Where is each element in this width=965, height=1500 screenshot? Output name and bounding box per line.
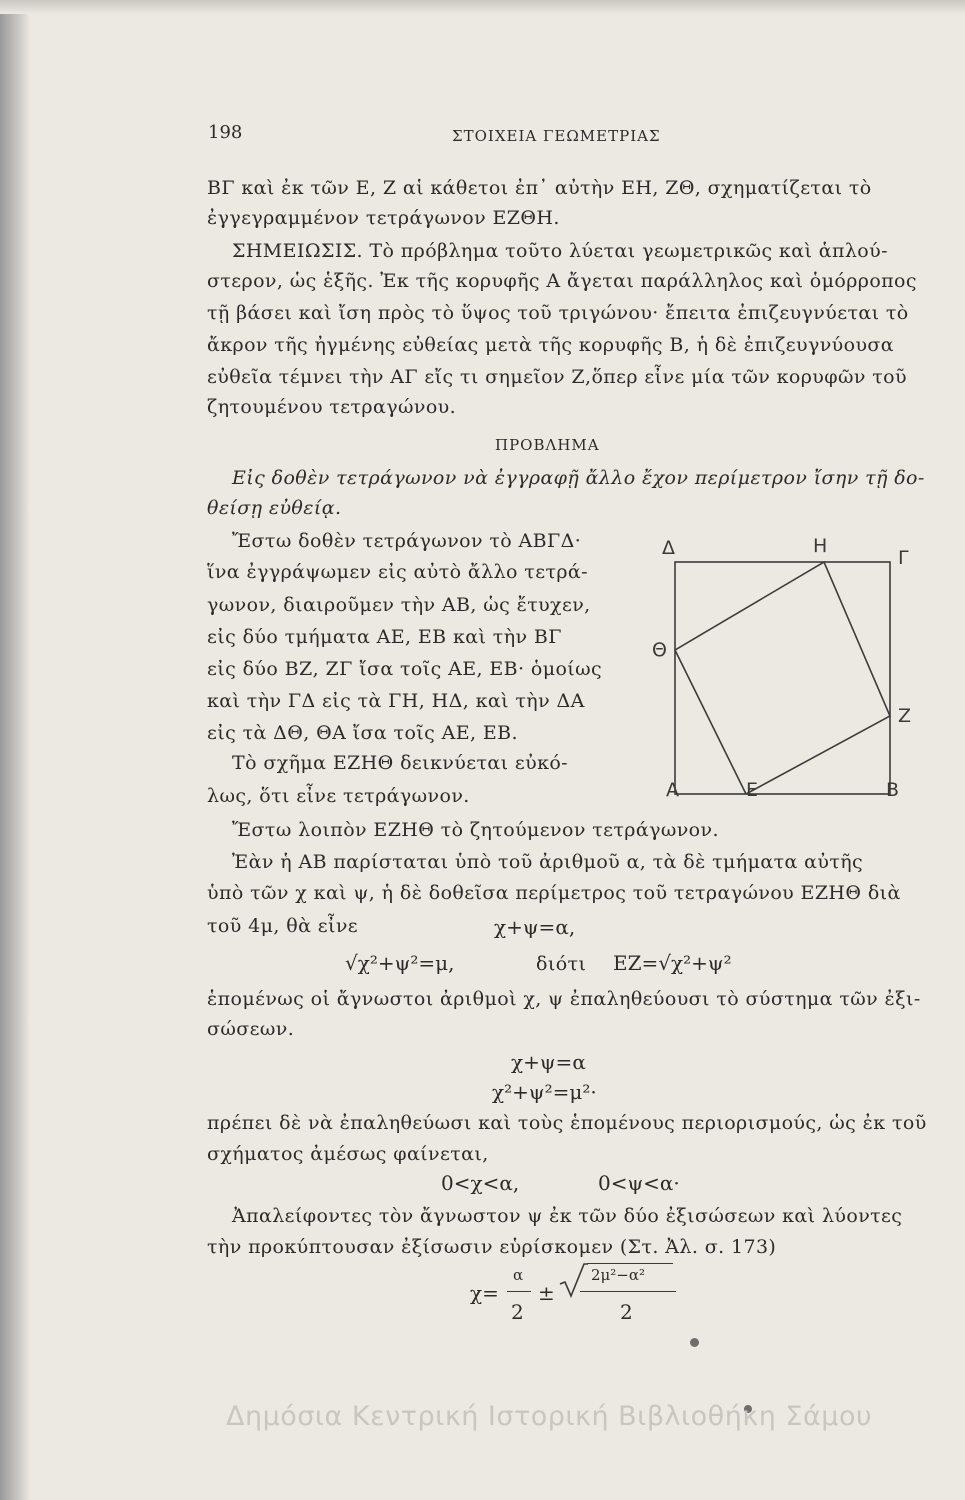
- scan-edge-left: [0, 0, 30, 1500]
- text-line: σώσεων.: [207, 1018, 295, 1040]
- text-line: ζητουμένου τετραγώνου.: [207, 396, 457, 418]
- text-line: ἵνα ἐγγράψωμεν εἰς αὐτὸ ἄλλο τετρά-: [207, 561, 588, 583]
- text-line: ἄκρον τῆς ἠγμένης εὐθείας μετὰ τῆς κορυφῆς Β, ἡ δὲ ἐπιζευγνύουσα: [207, 334, 895, 356]
- text-line: σχήματος ἀμέσως φαίνεται,: [207, 1143, 489, 1165]
- text-line: τῇ βάσει καὶ ἴση πρὸς τὸ ὕψος τοῦ τριγώνου· ἔπειτα ἐπιζευγνύεται τὸ: [207, 302, 909, 324]
- formula-num1: α: [513, 1266, 524, 1284]
- text-line: εἰς δύο τμήματα ΑΕ, ΕΒ καὶ τὴν ΒΓ: [207, 626, 562, 648]
- formula-lhs: χ=: [470, 1281, 499, 1305]
- formula-den2: 2: [620, 1300, 633, 1324]
- problem-statement-line: θείσῃ εὐθείᾳ.: [207, 497, 342, 519]
- text-line: εὐθεῖα τέμνει τὴν ΑΓ εἴς τι σημεῖον Ζ,ὅπερ εἶνε μία τῶν κορυφῶν τοῦ: [207, 366, 907, 388]
- system-eq2: χ²+ψ²=μ²·: [492, 1080, 597, 1104]
- text-line: λως, ὅτι εἶνε τετράγωνον.: [207, 785, 470, 807]
- page-number: 198: [208, 122, 243, 143]
- formula-num2: 2μ²−α²: [591, 1266, 646, 1284]
- text-line: ἐγγεγραμμένον τετράγωνον ΕΖΘΗ.: [207, 207, 560, 229]
- text-line: καὶ τὴν ΓΔ εἰς τὰ ΓΗ, ΗΔ, καὶ τὴν ΔΑ: [207, 690, 585, 712]
- text-line: τοῦ 4μ, θὰ εἶνε: [207, 915, 359, 937]
- text-line: Ἀπαλείφοντες τὸν ἄγνωστον ψ ἐκ τῶν δύο ἐξισώσεων καὶ λύοντες: [232, 1205, 903, 1227]
- text-line: Τὸ σχῆμα ΕΖΗΘ δεικνύεται εὐκό-: [232, 752, 569, 774]
- equation-EZ: ΕΖ=√χ²+ψ²: [613, 951, 732, 975]
- label-alpha: Α: [666, 779, 679, 801]
- text-line: Ἐὰν ἡ ΑΒ παρίσταται ὑπὸ τοῦ ἀριθμοῦ α, τὰ δὲ τμήματα αὐτῆς: [232, 851, 864, 873]
- label-theta: Θ: [652, 639, 667, 661]
- system-eq1: χ+ψ=α: [511, 1050, 586, 1074]
- label-zeta: Ζ: [898, 705, 912, 727]
- inscribed-square-EZHTh: [675, 562, 890, 794]
- text-line: τὴν προκύπτουσαν ἐξίσωσιν εὑρίσκομεν (Στ. Ἀλ. σ. 173): [207, 1236, 777, 1258]
- library-watermark: Δημόσια Κεντρική Ιστορική Βιβλιοθήκη Σάμου: [226, 1401, 873, 1432]
- text-line: ΣΗΜΕΙΩΣΙΣ. Τὸ πρόβλημα τοῦτο λύεται γεωμετρικῶς καὶ ἁπλού-: [232, 240, 888, 262]
- running-head: ΣΤΟΙΧΕΙΑ ΓΕΩΜΕΤΡΙΑΣ: [452, 127, 661, 145]
- text-line: ΒΓ καὶ ἐκ τῶν Ε, Ζ αἱ κάθετοι ἐπ᾽ αὐτὴν ΕΗ, ΖΘ, σχηματίζεται τὸ: [207, 177, 872, 199]
- equation-hypotenuse: √χ²+ψ²=μ,: [345, 951, 455, 975]
- radical-sign: [558, 1262, 588, 1298]
- outer-square-ABGD: [675, 562, 890, 794]
- text-line: ὑπὸ τῶν χ καὶ ψ, ἡ δὲ δοθεῖσα περίμετρος τοῦ τετραγώνου ΕΖΗΘ διὰ: [207, 882, 901, 904]
- fraction-bar-1: [507, 1291, 531, 1292]
- problem-heading: ΠΡΟΒΛΗΜΑ: [495, 436, 600, 454]
- equation-sum: χ+ψ=α,: [494, 915, 576, 939]
- text-line: στερον, ὡς ἑξῆς. Ἐκ τῆς κορυφῆς Α ἄγεται παράλληλος καὶ ὁμόρροπος: [207, 270, 917, 292]
- text-line: διότι: [536, 953, 587, 975]
- problem-statement-line: Εἰς δοθὲν τετράγωνον νὰ ἐγγραφῇ ἄλλο ἔχον περίμετρον ἴσην τῇ δο-: [232, 467, 925, 489]
- label-delta: Δ: [662, 537, 675, 559]
- inequality-y: 0<ψ<α·: [598, 1171, 680, 1195]
- formula-plusminus: ±: [538, 1281, 555, 1305]
- label-epsilon: Ε: [746, 779, 759, 801]
- text-line: Ἔστω λοιπὸν ΕΖΗΘ τὸ ζητούμενον τετράγωνον.: [232, 819, 719, 841]
- ink-blot: [690, 1338, 699, 1347]
- formula-den1: 2: [511, 1300, 524, 1324]
- text-line: εἰς τὰ ΔΘ, ΘΑ ἴσα τοῖς ΑΕ, ΕΒ.: [207, 722, 518, 744]
- square-figure: [650, 528, 920, 808]
- text-line: Ἔστω δοθὲν τετράγωνον τὸ ΑΒΓΔ·: [232, 530, 582, 552]
- label-eta: Η: [813, 535, 828, 557]
- text-line: εἰς δύο ΒΖ, ΖΓ ἴσα τοῖς ΑΕ, ΕΒ· ὁμοίως: [207, 658, 603, 680]
- text-line: ἑπομένως οἱ ἄγνωστοι ἀριθμοὶ χ, ψ ἐπαληθεύουσι τὸ σύστημα τῶν ἐξι-: [207, 988, 921, 1010]
- text-line: πρέπει δὲ νὰ ἐπαληθεύωσι καὶ τοὺς ἑπομένους περιορισμούς, ὡς ἐκ τοῦ: [207, 1112, 927, 1134]
- fraction-bar-2: [580, 1291, 676, 1292]
- label-beta: Β: [886, 779, 900, 801]
- label-gamma: Γ: [898, 547, 909, 569]
- radical-overline: [587, 1263, 673, 1264]
- scan-edge-top: [0, 0, 965, 14]
- text-line: γωνον, διαιροῦμεν τὴν ΑΒ, ὡς ἔτυχεν,: [207, 594, 591, 616]
- inequality-x: 0<χ<α,: [441, 1171, 520, 1195]
